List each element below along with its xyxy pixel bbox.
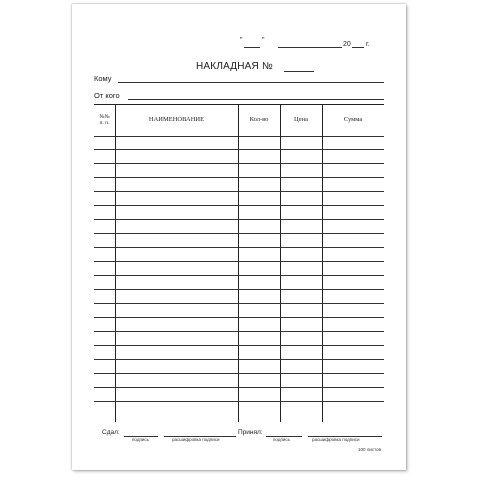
table-row[interactable] — [94, 289, 384, 290]
table-row[interactable] — [94, 359, 384, 360]
document-title: НАКЛАДНАЯ № — [196, 61, 273, 72]
table-row[interactable] — [94, 219, 384, 220]
column-separator — [238, 104, 239, 422]
gave-signature-caption: подпись — [132, 437, 150, 442]
year-field[interactable] — [352, 47, 364, 48]
month-field[interactable] — [278, 47, 342, 48]
gave-label: Сдал: — [102, 429, 120, 436]
table-row[interactable] — [94, 149, 384, 150]
table-row[interactable] — [94, 191, 384, 192]
table-row[interactable] — [94, 233, 384, 234]
column-header-sum: Сумма — [343, 116, 363, 124]
column-header-name: НАИМЕНОВАНИЕ — [148, 116, 205, 124]
recipient-label: Кому — [94, 74, 112, 83]
date-year-suffix: г. — [366, 41, 370, 48]
table-row[interactable] — [94, 205, 384, 206]
column-header-number: №№ п. п. — [99, 113, 110, 126]
received-label: Принял: — [238, 429, 263, 436]
sender-field[interactable] — [128, 99, 384, 100]
table-row[interactable] — [94, 303, 384, 304]
column-separator — [322, 104, 323, 422]
gave-decode-caption: расшифровка подписи — [172, 437, 220, 442]
day-field[interactable] — [244, 47, 260, 48]
invoice-form-page — [72, 4, 406, 470]
sheet-count-label: 100 листов — [358, 447, 382, 452]
received-signature-caption: подпись — [273, 437, 291, 442]
table-row[interactable] — [94, 373, 384, 374]
received-decode-caption: расшифровка подписи — [312, 437, 360, 442]
date-quote-close: " — [262, 37, 265, 44]
column-header-price: Цена — [294, 116, 308, 124]
goods-table — [94, 104, 384, 422]
sender-label: От кого — [94, 91, 120, 100]
date-year: 20 — [343, 41, 351, 48]
recipient-field[interactable] — [118, 82, 384, 83]
column-header-quantity: Кол-во — [249, 116, 269, 124]
column-separator — [280, 104, 281, 422]
invoice-number-field[interactable] — [284, 71, 314, 72]
table-row[interactable] — [94, 387, 384, 388]
date-quote-open: " — [240, 37, 243, 44]
table-row[interactable] — [94, 331, 384, 332]
column-separator — [115, 104, 116, 422]
table-header-border — [94, 136, 384, 137]
table-row[interactable] — [94, 247, 384, 248]
table-row[interactable] — [94, 317, 384, 318]
table-row[interactable] — [94, 177, 384, 178]
table-row[interactable] — [94, 401, 384, 402]
table-row[interactable] — [94, 275, 384, 276]
table-row[interactable] — [94, 163, 384, 164]
table-row[interactable] — [94, 345, 384, 346]
table-row[interactable] — [94, 261, 384, 262]
